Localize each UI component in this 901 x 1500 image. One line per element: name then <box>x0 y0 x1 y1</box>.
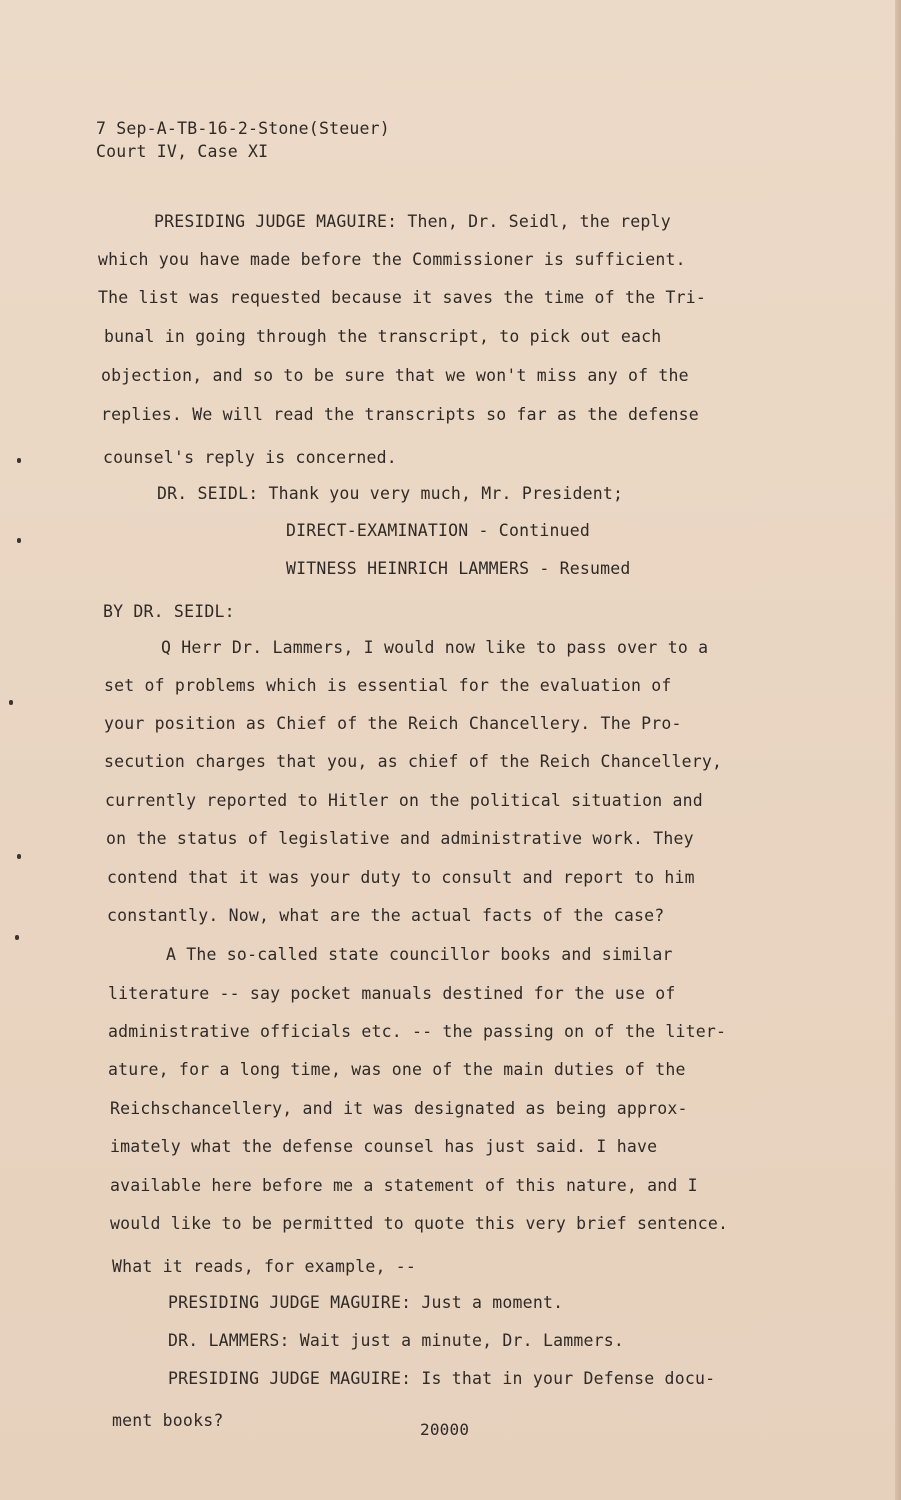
text-line: objection, and so to be sure that we won't miss any of the <box>101 366 689 385</box>
text-line: Reichschancellery, and it was designated as being approx- <box>110 1099 688 1118</box>
section-heading: DIRECT-EXAMINATION - Continued <box>286 521 591 540</box>
text-line: ment books? <box>112 1411 224 1430</box>
text-line: on the status of legislative and administrative work. They <box>106 829 694 848</box>
text-line: replies. We will read the transcripts so far as the defense <box>101 405 699 424</box>
text-line: your position as Chief of the Reich Chancellery. The Pro- <box>104 714 682 733</box>
text-line: administrative officials etc. -- the passing on of the liter- <box>108 1022 727 1041</box>
page-number: 20000 <box>420 1420 470 1439</box>
header-line-1: 7 Sep-A-TB-16-2-Stone(Steuer) <box>96 119 390 138</box>
text-line: The list was requested because it saves the time of the Tri- <box>98 288 707 307</box>
examiner-line: BY DR. SEIDL: <box>103 602 235 621</box>
text-line: A The so-called state councillor books and similar <box>166 945 673 964</box>
text-line: currently reported to Hitler on the political situation and <box>105 791 703 810</box>
header-line-2: Court IV, Case XI <box>96 142 269 161</box>
page-edge <box>895 0 901 1500</box>
section-heading: WITNESS HEINRICH LAMMERS - Resumed <box>286 559 631 578</box>
text-line: set of problems which is essential for the evaluation of <box>104 676 672 695</box>
text-line: available here before me a statement of this nature, and I <box>110 1176 698 1195</box>
punch-mark <box>17 458 21 463</box>
text-line: bunal in going through the transcript, to pick out each <box>104 327 662 346</box>
text-line: would like to be permitted to quote this very brief sentence. <box>110 1214 729 1233</box>
punch-mark <box>9 700 13 705</box>
punch-mark <box>15 935 19 940</box>
text-line: ature, for a long time, was one of the main duties of the <box>108 1060 686 1079</box>
speaker-line: DR. SEIDL: Thank you very much, Mr. President; <box>157 484 624 503</box>
punch-mark <box>17 854 21 859</box>
text-line: constantly. Now, what are the actual facts of the case? <box>107 906 665 925</box>
speaker-line: PRESIDING JUDGE MAGUIRE: Just a moment. <box>168 1293 564 1312</box>
speaker-line: DR. LAMMERS: Wait just a minute, Dr. Lammers. <box>168 1331 625 1350</box>
text-line: PRESIDING JUDGE MAGUIRE: Then, Dr. Seidl, the reply <box>154 212 671 231</box>
punch-mark <box>17 538 21 543</box>
text-line: imately what the defense counsel has just said. I have <box>110 1137 658 1156</box>
text-line: What it reads, for example, -- <box>112 1257 417 1276</box>
text-line: contend that it was your duty to consult and report to him <box>107 868 695 887</box>
text-line: which you have made before the Commissioner is sufficient. <box>98 250 686 269</box>
text-line: counsel's reply is concerned. <box>103 448 397 467</box>
speaker-line: PRESIDING JUDGE MAGUIRE: Is that in your Defense docu- <box>168 1369 716 1388</box>
text-line: Q Herr Dr. Lammers, I would now like to pass over to a <box>161 638 709 657</box>
text-line: secution charges that you, as chief of the Reich Chancellery, <box>104 752 723 771</box>
text-line: literature -- say pocket manuals destined for the use of <box>108 984 676 1003</box>
